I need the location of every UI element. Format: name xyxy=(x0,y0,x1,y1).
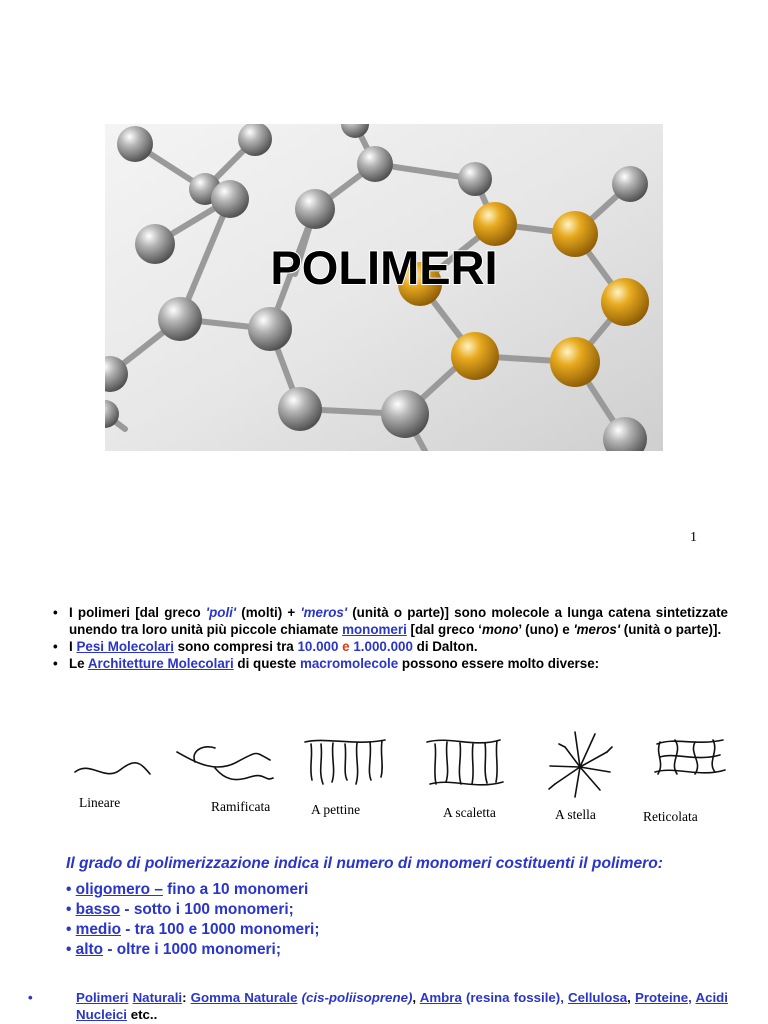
level-oligomero: • oligomero – fino a 10 monomeri xyxy=(66,881,309,898)
label-stella: A stella xyxy=(555,807,596,822)
bullet-dot: • xyxy=(28,990,33,1005)
term-meros: 'meros' xyxy=(300,605,348,620)
molecule-illustration xyxy=(105,124,663,451)
label-lineare: Lineare xyxy=(79,795,121,810)
linear-chain-sketch xyxy=(75,763,150,774)
hero-image xyxy=(105,124,663,451)
polymerization-levels xyxy=(66,880,319,960)
link-pesi-molecolari[interactable]: Pesi Molecolari xyxy=(76,639,174,654)
label-pettine: A pettine xyxy=(311,802,361,817)
network-sketch xyxy=(655,740,725,774)
link-naturali[interactable]: Naturali xyxy=(132,990,183,1005)
label-reticolata: Reticolata xyxy=(643,809,698,824)
link-architetture-molecolari[interactable]: Architetture Molecolari xyxy=(87,656,234,671)
star-sketch xyxy=(549,732,612,797)
branched-chain-sketch xyxy=(177,747,273,780)
bullet-pesi: • I Pesi Molecolari sono compresi tra 10.000 e 1.000.000 di Dalton. xyxy=(53,639,478,654)
bullet-dot: • xyxy=(53,656,58,671)
term-poli: 'poli' xyxy=(205,605,237,620)
level-basso: • basso - sotto i 100 monomeri; xyxy=(66,901,294,918)
grado-polimerizzazione: Il grado di polimerizzazione indica il numero di monomeri costituenti il polimero: xyxy=(66,855,663,872)
ladder-sketch xyxy=(427,740,503,785)
link-acidi-nucleici[interactable]: Acidi Nucleici xyxy=(76,990,728,1022)
link-monomeri[interactable]: monomeri xyxy=(342,622,407,637)
link-polimeri[interactable]: Polimeri xyxy=(76,990,129,1005)
architecture-sketches xyxy=(55,722,735,830)
level-medio: • medio - tra 100 e 1000 monomeri; xyxy=(66,921,320,938)
bullet-polimeri-naturali: • Polimeri Naturali: Gomma Naturale (cis-poliisoprene), Ambra (resina fossile), Cellulosa, Proteine, Acidi Nucleici etc.. xyxy=(28,990,728,1022)
architectures-figure xyxy=(55,722,735,830)
hero-title: POLIMERI xyxy=(270,241,498,294)
link-proteine[interactable]: Proteine, xyxy=(634,990,692,1005)
bullet-dot: • xyxy=(53,639,58,654)
intro-bullets xyxy=(53,604,728,672)
comb-sketch xyxy=(305,740,385,784)
link-cellulosa[interactable]: Cellulosa xyxy=(568,990,628,1005)
label-ramificata: Ramificata xyxy=(211,799,271,814)
level-alto: • alto - oltre i 1000 monomeri; xyxy=(66,941,281,958)
bullet-architetture: • Le Architetture Molecolari di queste macromolecole possono essere molto diverse: xyxy=(53,656,600,671)
link-ambra[interactable]: Ambra xyxy=(419,990,462,1005)
bullet-definition: • I polimeri [dal greco 'poli' (molti) + 'meros' (unità o parte)] sono molecole a lunga catena sintetizzate unendo tra loro unità più piccole chiamate monomeri [dal greco ‘mono’ (uno) e 'meros' (unità o parte)]. xyxy=(53,605,728,637)
label-scaletta: A scaletta xyxy=(443,805,496,820)
bullet-dot: • xyxy=(53,605,58,620)
page-number: 1 xyxy=(690,530,697,545)
link-gomma-naturale[interactable]: Gomma Naturale xyxy=(190,990,298,1005)
